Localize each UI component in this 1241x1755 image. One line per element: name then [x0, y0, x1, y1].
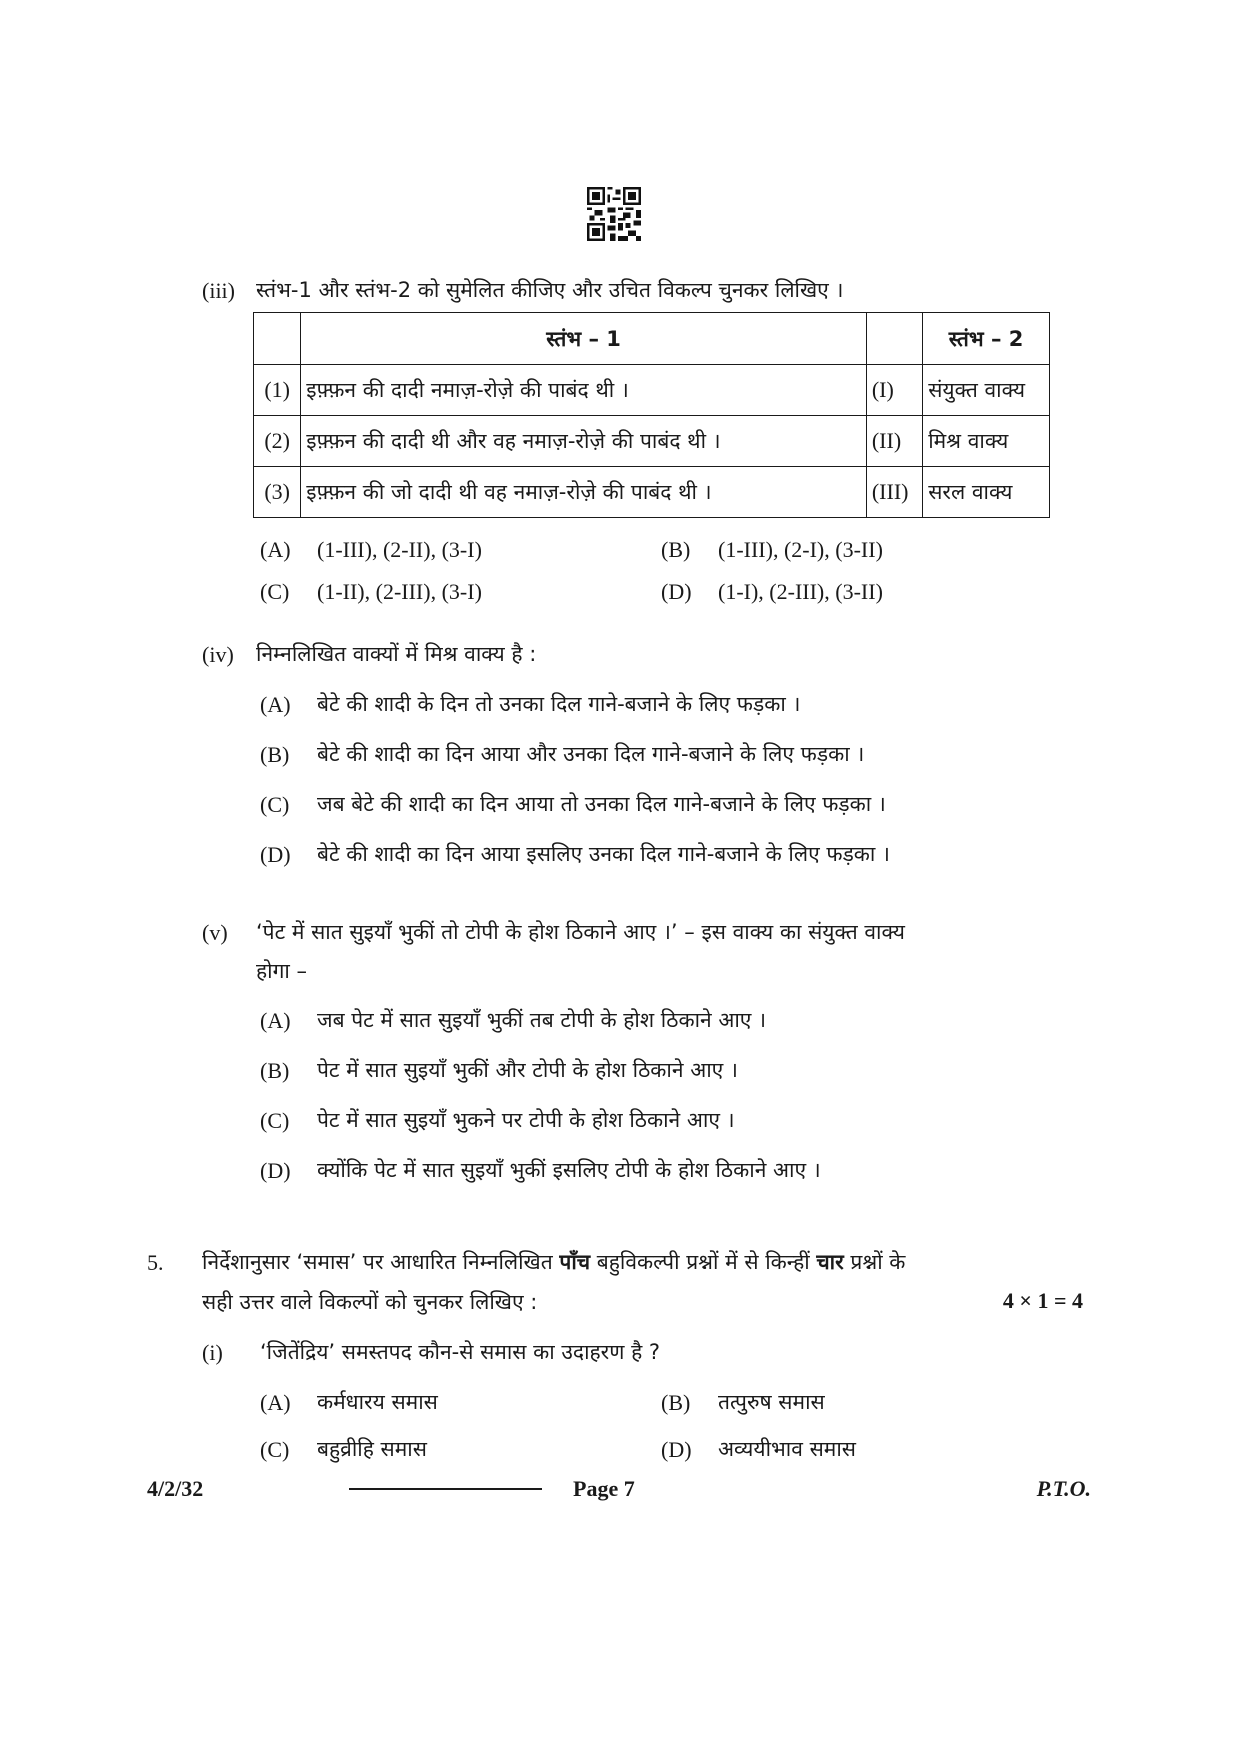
option-label: (A)	[260, 1390, 291, 1415]
q4-iv-text: निम्नलिखित वाक्यों में मिश्र वाक्य है :	[256, 642, 537, 666]
option-text: क्योंकि पेट में सात सुइयाँ भुकीं इसलिए टोपी के होश ठिकाने आए ।	[317, 1158, 821, 1182]
option-text: (1-I), (2-III), (3-II)	[718, 579, 883, 604]
option-label: (C)	[260, 579, 290, 604]
q4-v-text-line2: होगा –	[256, 959, 308, 983]
pto-label: P.T.O.	[1036, 1476, 1091, 1501]
option-label: (C)	[260, 792, 290, 817]
row-sentence-type: मिश्र वाक्य	[923, 416, 1050, 467]
option-text: (1-III), (2-I), (3-II)	[718, 537, 883, 562]
option-text: पेट में सात सुइयाँ भुकने पर टोपी के होश ठिकाने आए ।	[317, 1108, 735, 1132]
table-row	[254, 467, 1050, 518]
option-label: (B)	[260, 1058, 290, 1083]
q4-v-number: (v)	[202, 920, 228, 945]
option-label: (D)	[661, 579, 692, 604]
q5-intro-line2: सही उत्तर वाले विकल्पों को चुनकर लिखिए :	[202, 1290, 538, 1314]
q5-number: 5.	[147, 1250, 164, 1275]
option-text: (1-II), (2-III), (3-I)	[317, 579, 482, 604]
table-header-row	[254, 313, 1050, 365]
q4-iii-text: स्तंभ-1 और स्तंभ-2 को सुमेलित कीजिए और उचित विकल्प चुनकर लिखिए ।	[256, 278, 844, 302]
option-label: (A)	[260, 1008, 291, 1033]
matching-table	[253, 312, 1050, 518]
q4-iv-number: (iv)	[202, 642, 234, 667]
option-text: जब बेटे की शादी का दिन आया तो उनका दिल गाने-बजाने के लिए फड़का ।	[317, 792, 886, 816]
row-sentence: इफ़्फ़न की दादी थी और वह नमाज़-रोज़े की पाबंद थी ।	[301, 416, 867, 467]
option-text: जब पेट में सात सुइयाँ भुकीं तब टोपी के होश ठिकाने आए ।	[317, 1008, 767, 1032]
option-label: (D)	[260, 1158, 291, 1183]
option-label: (C)	[260, 1108, 290, 1133]
option-label: (C)	[260, 1437, 290, 1462]
footer-divider	[349, 1488, 542, 1490]
column-1-heading: स्तंभ – 1	[301, 313, 867, 365]
option-text: कर्मधारय समास	[317, 1390, 438, 1414]
row-number: (1)	[254, 365, 301, 416]
row-number: (2)	[254, 416, 301, 467]
row-sentence-type: सरल वाक्य	[923, 467, 1050, 518]
row-sentence: इफ़्फ़न की दादी नमाज़-रोज़े की पाबंद थी ।	[301, 365, 867, 416]
q5-i-text: ‘जितेंद्रिय’ समस्तपद कौन-से समास का उदाहरण है ?	[260, 1340, 661, 1364]
table-row	[254, 365, 1050, 416]
row-sentence: इफ़्फ़न की जो दादी थी वह नमाज़-रोज़े की पाबंद थी ।	[301, 467, 867, 518]
option-text: तत्पुरुष समास	[718, 1390, 825, 1414]
q5-i-number: (i)	[202, 1340, 223, 1365]
q4-v-text-line1: ‘पेट में सात सुइयाँ भुकीं तो टोपी के होश ठिकाने आए ।’ – इस वाक्य का संयुक्त वाक्य	[256, 920, 905, 944]
option-label: (A)	[260, 537, 291, 562]
option-text: अव्ययीभाव समास	[718, 1437, 856, 1461]
row-sentence-type: संयुक्त वाक्य	[923, 365, 1050, 416]
row-number: (3)	[254, 467, 301, 518]
option-label: (D)	[661, 1437, 692, 1462]
column-2-heading: स्तंभ – 2	[923, 313, 1050, 365]
option-label: (D)	[260, 842, 291, 867]
option-label: (B)	[260, 742, 290, 767]
option-text: बहुव्रीहि समास	[317, 1437, 427, 1461]
option-label: (B)	[661, 1390, 691, 1415]
option-text: बेटे की शादी का दिन आया इसलिए उनका दिल गाने-बजाने के लिए फड़का ।	[317, 842, 891, 866]
qr-code	[587, 187, 641, 241]
option-label: (A)	[260, 692, 291, 717]
option-label: (B)	[661, 537, 691, 562]
paper-code: 4/2/32	[147, 1476, 204, 1501]
table-row	[254, 416, 1050, 467]
option-text: (1-III), (2-II), (3-I)	[317, 537, 482, 562]
row-roman-number: (III)	[866, 467, 922, 518]
q5-intro-line1: निर्देशानुसार ‘समास’ पर आधारित निम्नलिखित पाँच बहुविकल्पी प्रश्नों में से किन्हीं चार प्रश्नों के	[202, 1250, 906, 1274]
option-text: बेटे की शादी के दिन तो उनका दिल गाने-बजाने के लिए फड़का ।	[317, 692, 801, 716]
q4-iii-number: (iii)	[202, 278, 235, 303]
row-roman-number: (II)	[866, 416, 922, 467]
option-text: बेटे की शादी का दिन आया और उनका दिल गाने-बजाने के लिए फड़का ।	[317, 742, 865, 766]
option-text: पेट में सात सुइयाँ भुकीं और टोपी के होश ठिकाने आए ।	[317, 1058, 738, 1082]
q5-marks: 4 × 1 = 4	[1002, 1288, 1083, 1313]
page-number: Page 7	[573, 1476, 635, 1501]
row-roman-number: (I)	[866, 365, 922, 416]
